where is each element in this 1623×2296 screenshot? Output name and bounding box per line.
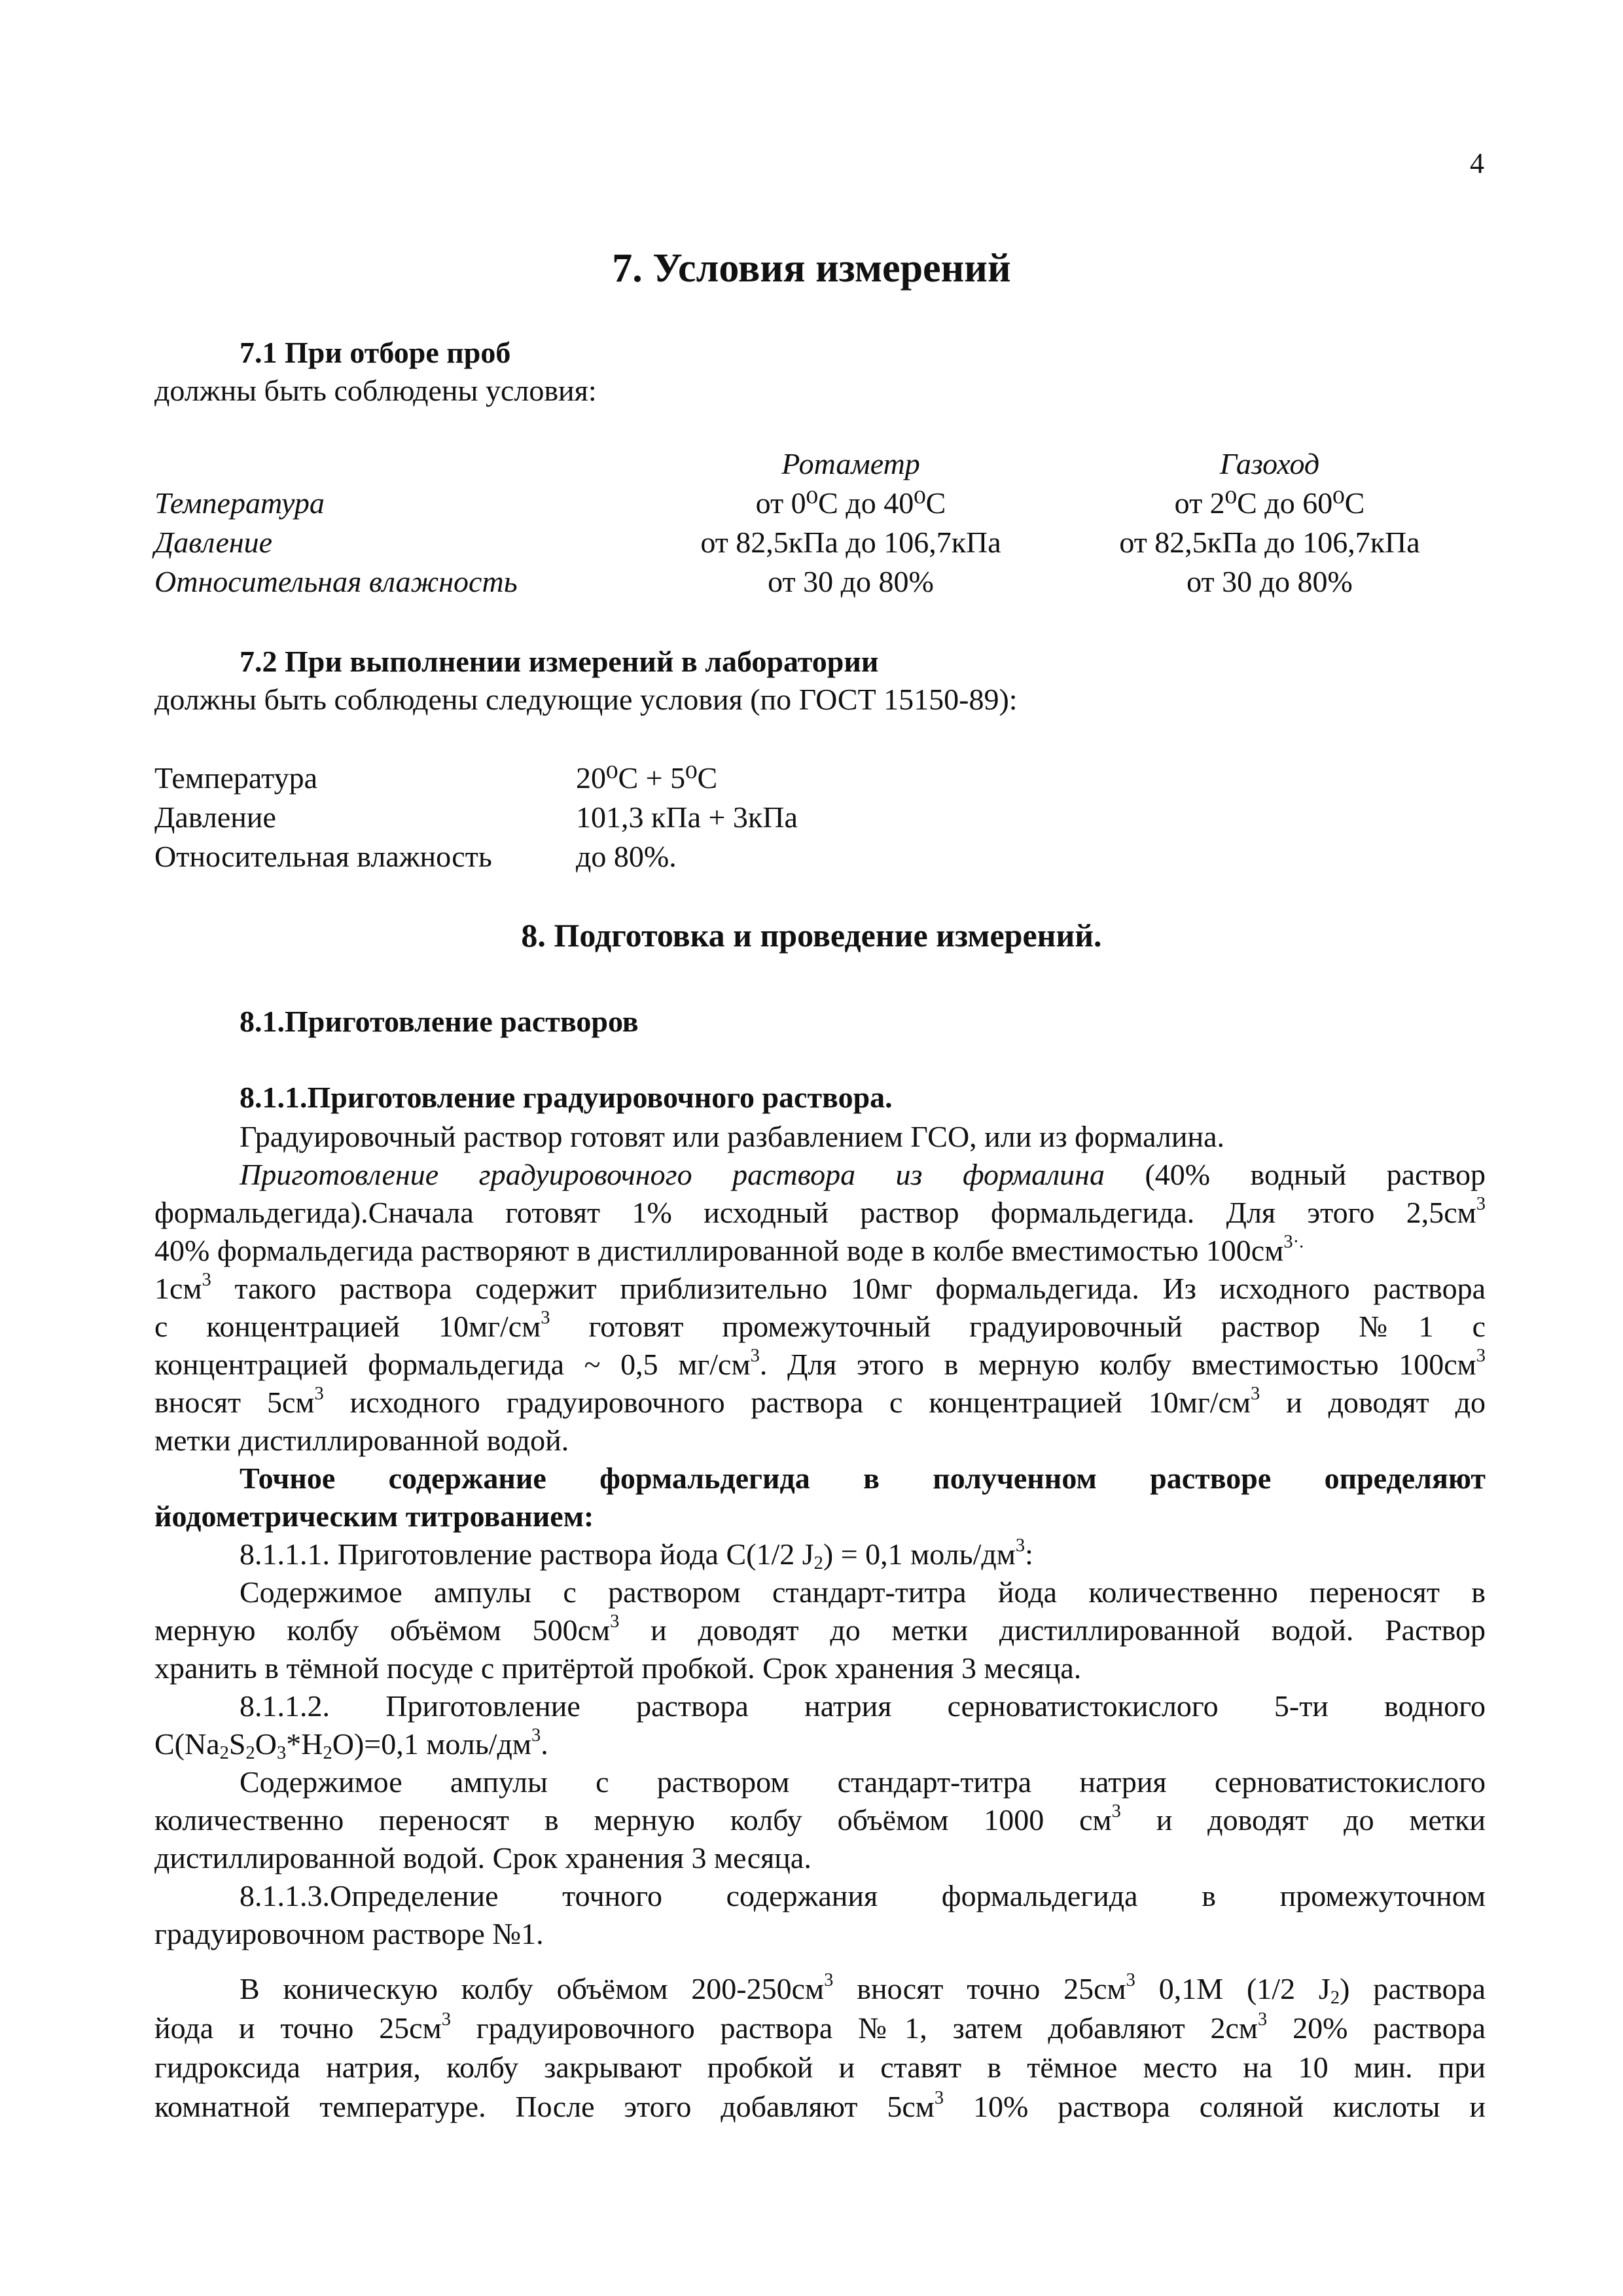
table-cell-value: до 80%. [576, 840, 677, 873]
column-header-rotameter: Ротаметр [781, 447, 920, 480]
table-cell-value: 101,3 кПа + 3кПа [576, 800, 798, 834]
paragraph-2-line [154, 1194, 1486, 1232]
text-run: вносят точно 25см [833, 1972, 1126, 2005]
superscript: 3 [610, 1611, 620, 1632]
text-run: вносят 5см [154, 1386, 315, 1419]
text-run: ) = 0,1 моль/дм [823, 1537, 1016, 1571]
table-row-label: Давление [154, 800, 276, 834]
page-number: 4 [1470, 147, 1484, 179]
text-run: градуировочного раствора №1, затем добавляют 2см [450, 2011, 1258, 2045]
paragraph-5-line: гидроксида натрия, колбу закрывают пробкой и ставят в тёмное место на 10 мин. при [154, 2051, 1486, 2084]
superscript: 3 [1476, 1194, 1486, 1215]
section-7-1-intro: должны быть соблюдены условия: [154, 374, 597, 407]
superscript: 3 [314, 1384, 324, 1405]
superscript: 3 [1476, 1346, 1486, 1367]
paragraph-1: Градуировочный раствор готовят или разбавлением ГСО, или из формалина. [240, 1120, 1224, 1153]
text-run: . [541, 1727, 548, 1761]
text-run: такого раствора содержит приблизительно 10мг формальдегида. Из исходного раствора [211, 1272, 1486, 1305]
table-cell-gas-duct: от 82,5кПа до 106,7кПа [1119, 526, 1420, 559]
text-run: ) раствора [1340, 1972, 1486, 2005]
superscript: 3 [934, 2088, 944, 2109]
table-cell-value: 20⁰С + 5⁰С [576, 761, 718, 795]
paragraph-2-line [154, 1384, 1486, 1422]
subscript: 2 [219, 1743, 229, 1764]
superscript: 3 [1126, 1970, 1135, 1991]
table-cell-rotameter: от 30 до 80% [768, 565, 934, 598]
text-run: готовят промежуточный градуировочный раствор №1 с [550, 1310, 1486, 1343]
superscript: 3 [1111, 1801, 1121, 1822]
text-run: и доводят до метки [1120, 1803, 1486, 1837]
text-run: йода и точно 25см [154, 2011, 442, 2045]
table-cell-gas-duct: от 2⁰С до 60⁰С [1174, 486, 1365, 520]
paragraph-2-line [154, 1270, 1486, 1308]
paragraph-3-line [154, 1611, 1486, 1649]
text-run: S [228, 1727, 246, 1761]
paragraph-2-line: метки дистиллированной водой. [154, 1424, 569, 1457]
paragraph-5-line [154, 2088, 1486, 2126]
table-row-label: Температура [154, 486, 325, 520]
text-run: : [1025, 1537, 1033, 1571]
table-row-label: Относительная влажность [154, 840, 492, 873]
subsection-8-1-1-2-formula [154, 1725, 548, 1763]
subsection-8-1-1-3: 8.1.1.3.Определение точного содержания формальдегида в промежуточном [240, 1879, 1486, 1912]
paragraph-2-line [154, 1232, 1486, 1270]
text-run: С(Na [154, 1727, 220, 1761]
text-run: количественно переносят в мерную колбу объёмом 1000 см [154, 1803, 1112, 1837]
text-run: концентрацией формальдегида ~ 0,5 мг/см [154, 1348, 751, 1381]
paragraph-3-line: хранить в тёмной посуде с притёртой пробкой. Срок хранения 3 месяца. [154, 1651, 1082, 1685]
table-cell-rotameter: от 82,5кПа до 106,7кПа [700, 526, 1001, 559]
text-run: с концентрацией 10мг/см [154, 1310, 541, 1343]
italic-phrase: Приготовление градуировочного раствора из формалина [240, 1158, 1105, 1191]
subsection-8-1-1-1 [240, 1535, 1033, 1573]
subsection-8-1-1-2: 8.1.1.2. Приготовление раствора натрия серноватистокислого 5-ти водного [240, 1689, 1486, 1723]
paragraph-4-line [154, 1801, 1486, 1839]
subsection-8-1-1-3-line: градуировочном растворе №1. [154, 1917, 544, 1950]
superscript: 3 [441, 2009, 451, 2030]
superscript: 3 [1015, 1535, 1026, 1556]
paragraph-2-line [154, 1346, 1486, 1384]
section-7-title: 7. Условия измерений [612, 246, 1011, 291]
paragraph-4-line: Содержимое ампулы с раствором стандарт-титра натрия серноватистокислого [240, 1765, 1486, 1799]
table-cell-rotameter: от 0⁰С до 40⁰С [755, 486, 946, 520]
text-run: O [255, 1727, 277, 1761]
paragraph-2-line [154, 1308, 1486, 1346]
section-7-2-intro: должны быть соблюдены следующие условия (по ГОСТ 15150-89): [154, 683, 1018, 716]
paragraph-2-line [240, 1156, 1486, 1194]
column-header-gas-duct: Газоход [1219, 447, 1320, 480]
superscript: 3 [202, 1270, 211, 1291]
superscript: 3 [824, 1970, 834, 1991]
bold-statement-line: йодометрическим титрованием: [154, 1499, 594, 1533]
table-row-label: Давление [154, 526, 273, 559]
text-run: комнатной температуре. После этого добавляют 5см [154, 2090, 935, 2123]
section-7-2-heading: 7.2 При выполнении измерений в лаборатории [240, 645, 879, 678]
text-run: . Для этого в мерную колбу вместимостью 100см [759, 1348, 1476, 1381]
section-8-title: 8. Подготовка и проведение измерений. [521, 917, 1102, 954]
text-run: 20% раствора [1267, 2011, 1486, 2045]
subscript: 2 [813, 1553, 823, 1574]
text-run: 1см [154, 1272, 202, 1305]
table-cell-gas-duct: от 30 до 80% [1186, 565, 1353, 598]
subscript: 2 [323, 1743, 332, 1764]
subscript: 3 [277, 1743, 287, 1764]
text-run: исходного градуировочного раствора с концентрацией 10мг/см [323, 1386, 1251, 1419]
subscript: 2 [1330, 1988, 1340, 2009]
superscript: 3 [750, 1346, 760, 1367]
bold-statement-line: Точное содержание формальдегида в полученном растворе определяют [240, 1462, 1486, 1495]
paragraph-3-line: Содержимое ампулы с раствором стандарт-титра йода количественно переносят в [240, 1575, 1486, 1609]
subscript: 2 [245, 1743, 255, 1764]
section-8-1-1-heading: 8.1.1.Приготовление градуировочного раствора. [240, 1081, 893, 1114]
superscript: 3 [541, 1308, 550, 1329]
text-run: 8.1.1.1. Приготовление раствора йода С(1/2 J [240, 1537, 814, 1571]
text-run: мерную колбу объёмом 500см [154, 1613, 611, 1647]
text-run: (40% водный раствор [1104, 1158, 1486, 1191]
text-run: и доводят до метки дистиллированной водой. Раствор [619, 1613, 1486, 1647]
section-8-1-heading: 8.1.Приготовление растворов [240, 1005, 639, 1038]
superscript: 3 [531, 1725, 541, 1746]
table-row-label: Температура [154, 761, 318, 795]
superscript: 3 [1251, 1384, 1260, 1405]
superscript: 3 [1258, 2009, 1268, 2030]
text-run: 10% раствора соляной кислоты и [944, 2090, 1486, 2123]
superscript: 3·. [1283, 1232, 1304, 1253]
text-run: В коническую колбу объёмом 200-250см [240, 1972, 825, 2005]
text-run: 40% формальдегида растворяют в дистиллированной воде в колбе вместимостью 100см [154, 1234, 1284, 1267]
table-row-label: Относительная влажность [154, 565, 518, 598]
paragraph-5-line [154, 2009, 1486, 2047]
text-run: *H [286, 1727, 323, 1761]
paragraph-5-line [240, 1970, 1486, 2008]
paragraph-4-line: дистиллированной водой. Срок хранения 3 месяца. [154, 1841, 812, 1874]
text-run: O)=0,1 моль/дм [332, 1727, 531, 1761]
text-run: и доводят до [1260, 1386, 1486, 1419]
section-7-1-heading: 7.1 При отборе проб [240, 336, 511, 369]
text-run: формальдегида).Сначала готовят 1% исходный раствор формальдегида. Для этого 2,5см [154, 1196, 1476, 1229]
text-run: 0,1М (1/2 J [1135, 1972, 1330, 2005]
